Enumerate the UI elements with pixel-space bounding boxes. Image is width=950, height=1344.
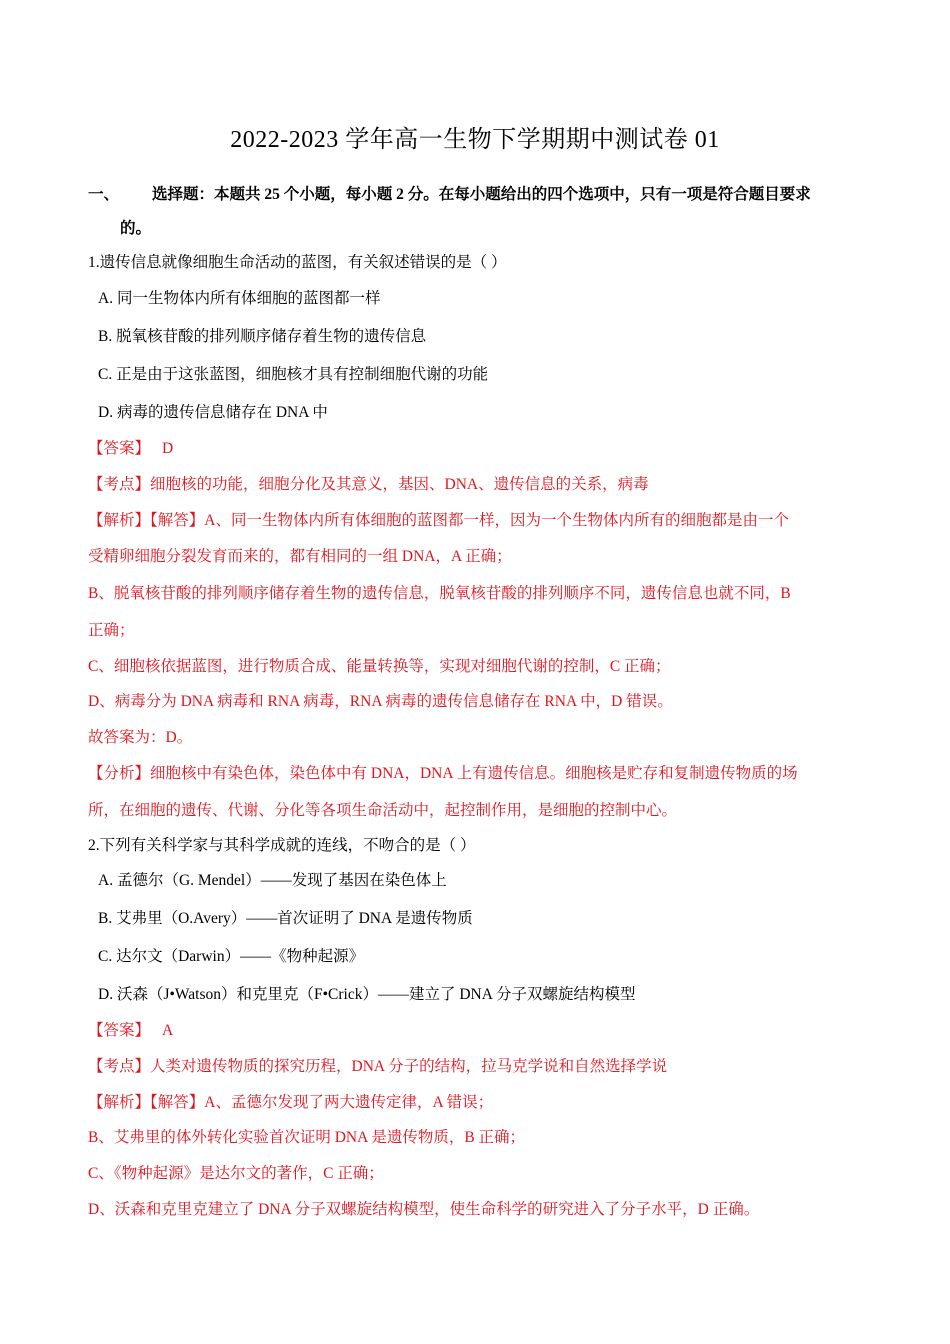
page-title: 2022-2023 学年高一生物下学期期中测试卷 01 <box>230 127 720 153</box>
question-1-option-d: D. 病毒的遗传信息储存在 DNA 中 <box>98 404 328 421</box>
answer-value: A <box>162 1022 174 1039</box>
section-number: 一、 <box>88 186 120 203</box>
question-1-option-c: C. 正是由于这张蓝图，细胞核才具有控制细胞代谢的功能 <box>98 366 489 383</box>
jiexi-line: A、同一生物体内所有体细胞的蓝图都一样，因为一个生物体内所有的细胞都是由一个 <box>204 512 789 529</box>
question-1-fenxi <box>88 763 798 785</box>
question-1-conclusion: 故答案为：D。 <box>88 729 193 746</box>
question-1-option-a: A. 同一生物体内所有体细胞的蓝图都一样 <box>98 290 381 307</box>
jiexi-line: C、细胞核依据蓝图，进行物质合成、能量转换等，实现对细胞代谢的控制，C 正确； <box>88 658 671 675</box>
section-heading-cont: 的。 <box>120 220 152 237</box>
question-2-jiexi <box>88 1092 493 1114</box>
jiexi-line: 受精卵细胞分裂发育而来的，都有相同的一组 DNA，A 正确； <box>88 548 512 565</box>
jiexi-line: 正确； <box>88 622 135 639</box>
jiexi-line: D、病毒分为 DNA 病毒和 RNA 病毒，RNA 病毒的遗传信息储存在 RNA 中，D 错误。 <box>88 693 673 710</box>
fenxi-line: 所，在细胞的遗传、代谢、分化等各项生命活动中，起控制作用，是细胞的控制中心。 <box>88 802 678 819</box>
kaodian-tag: 【考点】 <box>88 476 151 493</box>
fenxi-tag: 【分析】 <box>88 765 151 782</box>
answer-tag: 【答案】 <box>88 1022 151 1039</box>
fenxi-line: 细胞核中有染色体，染色体中有 DNA，DNA 上有遗传信息。细胞核是贮存和复制遗传物质的场 <box>150 765 798 782</box>
jiexi-tag: 【解析】【解答】 <box>88 1094 205 1111</box>
question-1-stem: 1.遗传信息就像细胞生命活动的蓝图，有关叙述错误的是（ ） <box>88 254 507 271</box>
question-1-answer <box>88 438 173 460</box>
jiexi-line: B、脱氧核苷酸的排列顺序储存着生物的遗传信息，脱氧核苷酸的排列顺序不同，遗传信息也就不同，B <box>88 585 791 602</box>
question-2-stem: 2.下列有关科学家与其科学成就的连线，不吻合的是（ ） <box>88 837 476 854</box>
question-2-answer <box>88 1020 173 1042</box>
question-1-kaodian <box>88 474 649 496</box>
question-1-option-b: B. 脱氧核苷酸的排列顺序储存着生物的遗传信息 <box>98 328 427 345</box>
question-2-option-d: D. 沃森（J•Watson）和克里克（F•Crick）——建立了 DNA 分子双螺旋结构模型 <box>98 986 636 1003</box>
jiexi-line: D、沃森和克里克建立了 DNA 分子双螺旋结构模型，使生命科学的研究进入了分子水平，D 正确。 <box>88 1201 760 1218</box>
kaodian-tag: 【考点】 <box>88 1058 151 1075</box>
answer-value: D <box>162 440 174 457</box>
jiexi-line: A、孟德尔发现了两大遗传定律，A 错误； <box>204 1094 494 1111</box>
kaodian-text: 人类对遗传物质的探究历程，DNA 分子的结构，拉马克学说和自然选择学说 <box>150 1058 668 1075</box>
jiexi-line: C、《物种起源》是达尔文的著作，C 正确； <box>88 1165 384 1182</box>
question-1-jiexi <box>88 510 789 532</box>
question-2-kaodian <box>88 1056 667 1078</box>
section-instructions: 选择题：本题共 25 个小题，每小题 2 分。在每小题给出的四个选项中，只有一项是符合题目要求 <box>152 186 811 203</box>
answer-tag: 【答案】 <box>88 440 151 457</box>
jiexi-tag: 【解析】【解答】 <box>88 512 205 529</box>
question-2-option-c: C. 达尔文（Darwin）——《物种起源》 <box>98 948 365 965</box>
question-2-option-a: A. 孟德尔（G. Mendel）——发现了基因在染色体上 <box>98 872 447 889</box>
jiexi-line: B、艾弗里的体外转化实验首次证明 DNA 是遗传物质，B 正确； <box>88 1129 526 1146</box>
section-heading <box>88 184 811 206</box>
question-2-option-b: B. 艾弗里（O.Avery）——首次证明了 DNA 是遗传物质 <box>98 910 473 927</box>
kaodian-text: 细胞核的功能，细胞分化及其意义，基因、DNA、遗传信息的关系，病毒 <box>150 476 649 493</box>
